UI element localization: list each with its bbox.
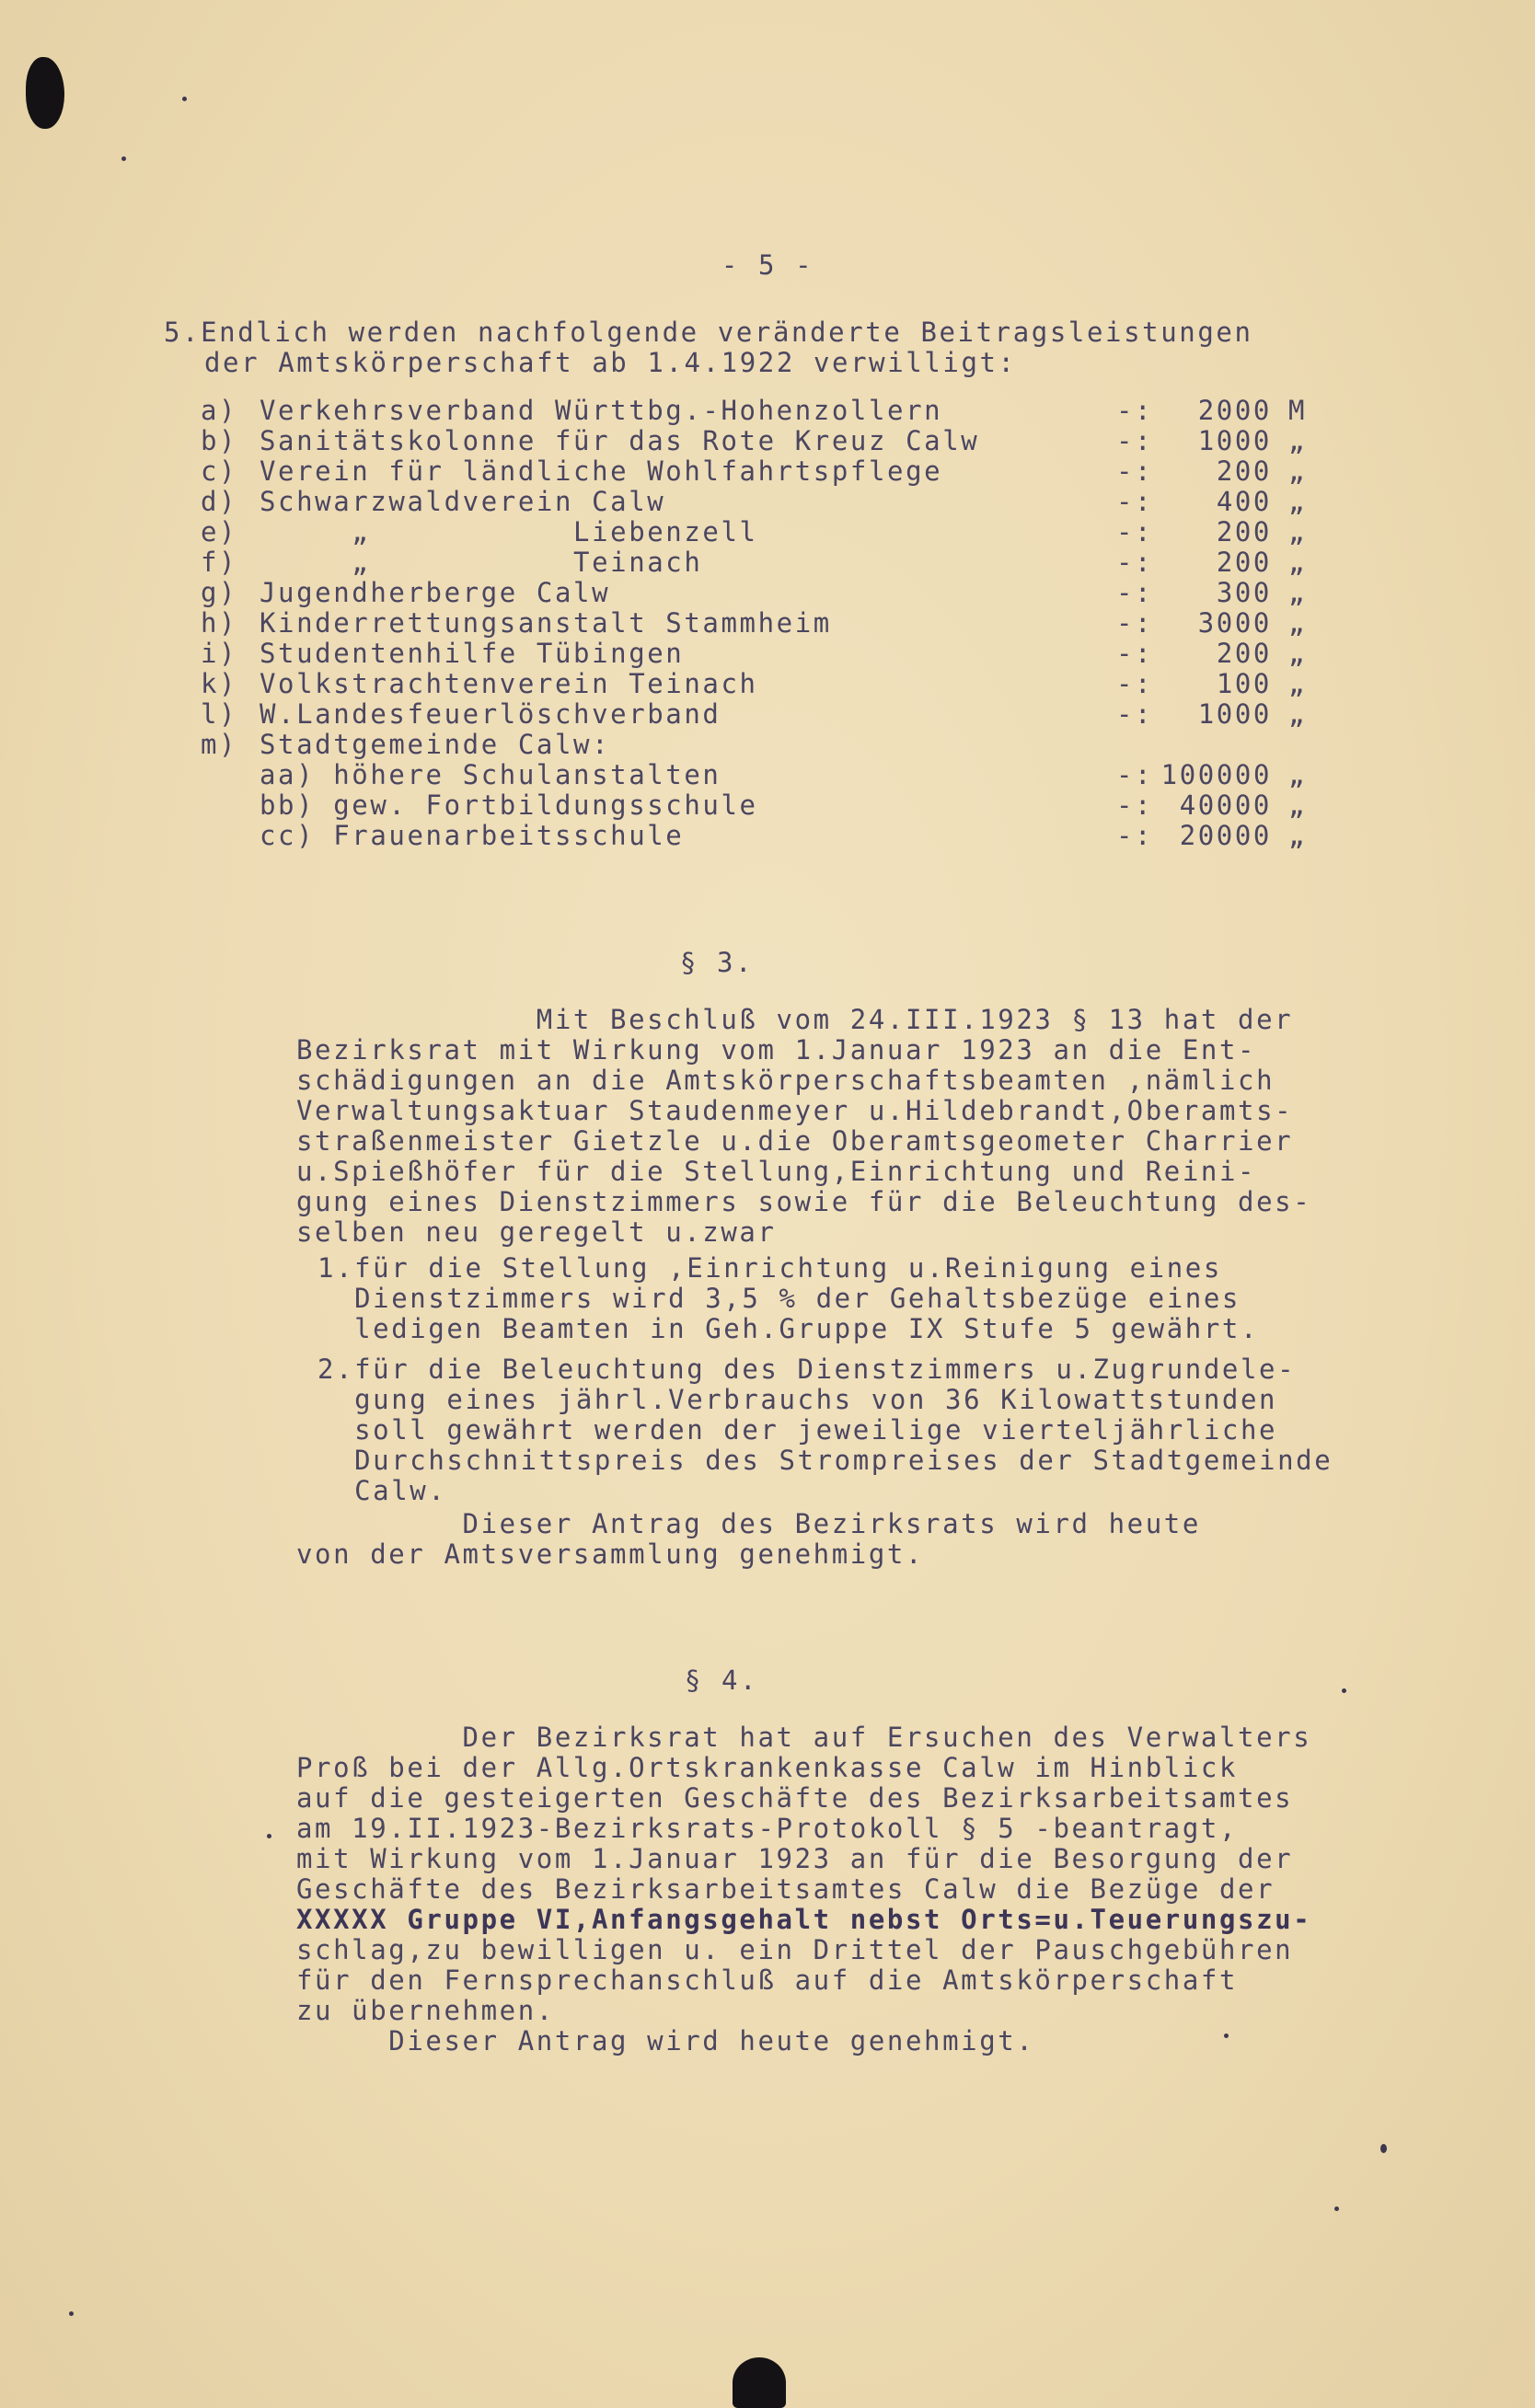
row-unit: „	[1288, 486, 1308, 517]
section3-item2-line: soll gewährt werden der jeweilige vierteljährliche	[317, 1414, 1278, 1446]
row-amount: 200	[1216, 638, 1272, 669]
section3-heading: § 3.	[679, 947, 755, 978]
row-dash: -:	[1116, 486, 1154, 517]
section3-line: u.Spießhöfer für die Stellung,Einrichtung und Reini-	[296, 1156, 1257, 1187]
section3-closing-line: Dieser Antrag des Bezirksrats wird heute	[296, 1508, 1201, 1539]
row-text: Studentenhilfe Tübingen	[260, 638, 685, 669]
section3-line: schädigungen an die Amtskörperschaftsbeamten ,nämlich	[296, 1065, 1275, 1096]
row-text: aa) höhere Schulanstalten	[260, 759, 721, 790]
row-text: Jugendherberge Calw	[260, 577, 611, 608]
section3-line: Bezirksrat mit Wirkung vom 1.Januar 1923 an die Ent-	[296, 1034, 1257, 1066]
speck	[121, 156, 126, 161]
row-letter: e)	[201, 516, 238, 547]
row-unit: „	[1288, 607, 1308, 639]
row-text: Volkstrachtenverein Teinach	[260, 668, 758, 699]
row-amount: 200	[1216, 516, 1272, 547]
item5-intro-line1: 5.Endlich werden nachfolgende veränderte Beitragsleistungen	[164, 317, 1253, 348]
row-text: Sanitätskolonne für das Rote Kreuz Calw	[260, 425, 980, 456]
row-dash: -:	[1116, 425, 1154, 456]
section3-item2-line: Durchschnittspreis des Strompreises der Stadtgemeinde	[317, 1445, 1333, 1476]
row-text: cc) Frauenarbeitsschule	[260, 820, 685, 851]
section4-line: am 19.II.1923-Bezirksrats-Protokoll § 5 -beantragt,	[296, 1813, 1239, 1844]
row-letter: b)	[201, 425, 238, 456]
row-dash: -:	[1116, 698, 1154, 730]
row-dash: -:	[1116, 577, 1154, 608]
row-unit: „	[1288, 425, 1308, 456]
section3-closing-line: von der Amtsversammlung genehmigt.	[296, 1538, 925, 1570]
row-text: Verkehrsverband Württbg.-Hohenzollern	[260, 395, 943, 426]
row-amount: 200	[1216, 547, 1272, 578]
row-unit: „	[1288, 759, 1308, 790]
section4-line: XXXXX Gruppe VI,Anfangsgehalt nebst Orts=u.Teuerungszu-	[296, 1904, 1312, 1935]
row-text: bb) gew. Fortbildungsschule	[260, 789, 758, 821]
row-amount: 3000	[1197, 607, 1272, 639]
row-unit: „	[1288, 577, 1308, 608]
row-letter: a)	[201, 395, 238, 426]
section4-line: Dieser Antrag wird heute genehmigt.	[296, 2025, 1035, 2057]
row-amount: 1000	[1197, 425, 1272, 456]
row-dash: -:	[1116, 820, 1154, 851]
row-amount: 100	[1216, 668, 1272, 699]
row-unit: „	[1288, 789, 1308, 821]
section4-line: mit Wirkung vom 1.Januar 1923 an für die Besorgung der	[296, 1843, 1294, 1874]
section4-line: für den Fernsprechanschluß auf die Amtskörperschaft	[296, 1964, 1239, 1996]
row-unit: „	[1288, 820, 1308, 851]
row-text: W.Landesfeuerlöschverband	[260, 698, 721, 730]
row-letter: m)	[201, 729, 238, 760]
row-text: „ Liebenzell	[260, 516, 758, 547]
speck	[182, 97, 187, 101]
speck	[1334, 2206, 1339, 2211]
speck	[69, 2311, 74, 2316]
row-letter: l)	[201, 698, 238, 730]
row-letter: i)	[201, 638, 238, 669]
section4-line: Geschäfte des Bezirksarbeitsamtes Calw die Bezüge der	[296, 1873, 1275, 1905]
row-unit: M	[1288, 395, 1308, 426]
row-amount: 1000	[1197, 698, 1272, 730]
section3-line: Verwaltungsaktuar Staudenmeyer u.Hildebrandt,Oberamts-	[296, 1095, 1294, 1126]
row-letter: f)	[201, 547, 238, 578]
section3-item2-line: 2.für die Beleuchtung des Dienstzimmers u.Zugrundele-	[317, 1354, 1297, 1385]
row-dash: -:	[1116, 638, 1154, 669]
section4-line: Der Bezirksrat hat auf Ersuchen des Verwalters	[296, 1722, 1312, 1753]
row-letter: g)	[201, 577, 238, 608]
row-text: Stadtgemeinde Calw:	[260, 729, 611, 760]
section3-line: gung eines Dienstzimmers sowie für die Beleuchtung des-	[296, 1186, 1312, 1217]
row-dash: -:	[1116, 607, 1154, 639]
row-dash: -:	[1116, 547, 1154, 578]
section3-item1-line: ledigen Beamten in Geh.Gruppe IX Stufe 5 gewährt.	[317, 1313, 1260, 1344]
row-dash: -:	[1116, 668, 1154, 699]
row-unit: „	[1288, 547, 1308, 578]
speck	[1380, 2144, 1387, 2153]
speck	[1224, 2034, 1229, 2038]
row-dash: -:	[1116, 455, 1154, 487]
row-unit: „	[1288, 638, 1308, 669]
row-letter: h)	[201, 607, 238, 639]
row-letter: d)	[201, 486, 238, 517]
row-text: Verein für ländliche Wohlfahrtspflege	[260, 455, 943, 487]
row-amount: 40000	[1179, 789, 1272, 821]
section3-item2-line: gung eines jährl.Verbrauchs von 36 Kilowattstunden	[317, 1384, 1278, 1415]
ink-blot-bottom	[733, 2357, 786, 2408]
item5-intro-line2: der Amtskörperschaft ab 1.4.1922 verwilligt:	[204, 347, 1017, 378]
section3-line: selben neu geregelt u.zwar	[296, 1216, 777, 1248]
row-unit: „	[1288, 668, 1308, 699]
row-unit: „	[1288, 516, 1308, 547]
row-unit: „	[1288, 455, 1308, 487]
section3-line: straßenmeister Gietzle u.die Oberamtsgeometer Charrier	[296, 1125, 1294, 1157]
section3-line: Mit Beschluß vom 24.III.1923 § 13 hat der	[296, 1004, 1294, 1035]
row-dash: -:	[1116, 516, 1154, 547]
row-unit: „	[1288, 698, 1308, 730]
row-dash: -:	[1116, 759, 1154, 790]
section4-line: auf die gesteigerten Geschäfte des Bezirksarbeitsamtes	[296, 1782, 1294, 1814]
row-text: Kinderrettungsanstalt Stammheim	[260, 607, 832, 639]
section4-line: Proß bei der Allg.Ortskrankenkasse Calw im Hinblick	[296, 1752, 1239, 1783]
row-amount: 300	[1216, 577, 1272, 608]
row-letter: k)	[201, 668, 238, 699]
section4-line: schlag,zu bewilligen u. ein Drittel der Pauschgebühren	[296, 1934, 1294, 1965]
row-text: Schwarzwaldverein Calw	[260, 486, 666, 517]
row-dash: -:	[1116, 395, 1154, 426]
section3-item2-line: Calw.	[317, 1475, 447, 1506]
section3-item1-line: Dienstzimmers wird 3,5 % der Gehaltsbezüge eines	[317, 1283, 1241, 1314]
page-number: - 5 -	[721, 249, 814, 281]
row-amount: 200	[1216, 455, 1272, 487]
row-text: „ Teinach	[260, 547, 703, 578]
section4-heading: § 4.	[684, 1665, 759, 1696]
ink-blot-top-left	[26, 57, 64, 129]
row-dash: -:	[1116, 789, 1154, 821]
row-amount: 100000	[1160, 759, 1272, 790]
row-amount: 400	[1216, 486, 1272, 517]
row-amount: 2000	[1197, 395, 1272, 426]
speck	[267, 1834, 271, 1838]
row-amount: 20000	[1179, 820, 1272, 851]
section4-line: zu übernehmen.	[296, 1995, 555, 2026]
row-letter: c)	[201, 455, 238, 487]
section3-item1-line: 1.für die Stellung ,Einrichtung u.Reinigung eines	[317, 1252, 1222, 1284]
